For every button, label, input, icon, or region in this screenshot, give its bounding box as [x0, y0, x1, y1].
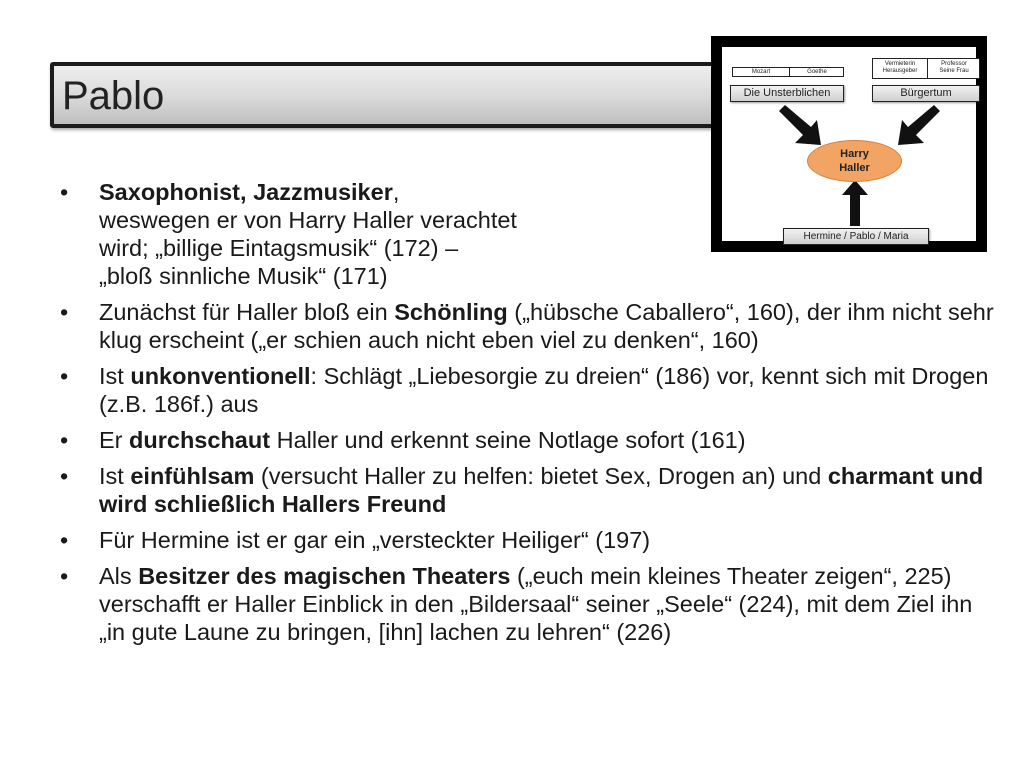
- bullet-theater-post: („euch mein kleines Theater zeigen“, 225) verschafft er Haller Einblick in den „Bildersaal“ seiner „Seele“ (224), mit dem Ziel ihn „in gute Laune zu bringen, [ihn] lachen zu lehren“ (226): [99, 563, 973, 645]
- diagram-cell-vermieterin-line1: Vermieterin: [884, 61, 916, 67]
- bullet-durchschaut-post: Haller und erkennt seine Notlage sofort (161): [270, 427, 746, 453]
- bullet-einfuehlsam-pre: Ist: [99, 463, 131, 489]
- bullet-theater-pre: Als: [99, 563, 139, 589]
- title-bar: [50, 62, 726, 128]
- bullet-saxophonist-line4: „bloß sinnliche Musik“ (171): [99, 263, 388, 289]
- bullet-unkonventionell-post: : Schlägt „Liebesorgie zu dreien“ (186) vor, kennt sich mit Drogen (z.B. 186f.) aus: [99, 363, 989, 417]
- diagram-cell-vermieterin: [873, 59, 928, 78]
- bullet-unkonventionell-pre: Ist: [99, 363, 131, 389]
- diagram-cell-professor-line2: Seine Frau: [939, 68, 969, 74]
- diagram-center-harry-haller: [807, 140, 902, 182]
- bullet-schoenling-post: („hübsche Caballero“, 160), der ihm nicht sehr klug erscheint („er schien auch nicht eben viel zu denken“, 160): [99, 299, 994, 353]
- bullet-heiliger: [60, 526, 1004, 554]
- diagram-cell-professor-line1: Professor: [941, 61, 967, 67]
- bullet-saxophonist: [60, 178, 654, 290]
- bullet-einfuehlsam-bold: einfühlsam: [130, 463, 255, 489]
- diagram-cell-vermieterin-line2: Herausgeber: [882, 68, 918, 74]
- bullet-schoenling-pre: Zunächst für Haller bloß ein: [99, 299, 395, 325]
- bullet-einfuehlsam-post: (versucht Haller zu helfen: bietet Sex, Drogen an) und: [254, 463, 828, 489]
- diagram-header-hermine-pablo-maria: Hermine / Pablo / Maria: [783, 228, 929, 245]
- bullet-theater: [60, 562, 1004, 646]
- diagram-cell-goethe: Goethe: [807, 69, 827, 75]
- bullet-einfuehlsam-bold2: charmant und wird schließlich Hallers Freund: [99, 463, 984, 517]
- bullet-durchschaut: [60, 426, 1004, 454]
- diagram-center-line1: Harry: [840, 148, 869, 160]
- bullet-durchschaut-pre: Er: [99, 427, 130, 453]
- bullet-saxophonist-bold: Saxophonist, Jazzmusiker: [99, 179, 393, 205]
- bullet-schoenling-bold: Schönling: [394, 299, 508, 325]
- bullet-unkonventionell-bold: unkonventionell: [130, 363, 311, 389]
- bullet-saxophonist-line3: wird; „billige Eintagsmusik“ (172) –: [99, 235, 459, 261]
- bullet-list: [60, 178, 1004, 654]
- diagram-cell-professor: [927, 59, 981, 78]
- diagram-header-buergertum: Bürgertum: [872, 85, 980, 102]
- bullet-durchschaut-bold: durchschaut: [129, 427, 271, 453]
- diagram-cell-group-right: [872, 58, 980, 79]
- bullet-einfuehlsam: [60, 462, 1004, 518]
- diagram-cell-group-left: [732, 67, 844, 77]
- arrow-down-right-icon: [777, 105, 827, 149]
- diagram-header-unsterblichen: Die Unsterblichen: [730, 85, 844, 102]
- diagram-cell-mozart: Mozart: [733, 68, 790, 76]
- bullet-saxophonist-comma: ,: [392, 179, 400, 205]
- bullet-schoenling: [60, 298, 1004, 354]
- bullet-heiliger-text: Für Hermine ist er gar ein „versteckter Heiliger“ (197): [99, 527, 651, 553]
- arrow-down-left-icon: [892, 105, 942, 149]
- diagram-center-line2: Haller: [839, 162, 870, 174]
- bullet-saxophonist-line2: weswegen er von Harry Haller verachtet: [99, 207, 517, 233]
- slide-title: Pablo: [62, 74, 165, 118]
- bullet-saxophonist-line1: [99, 178, 654, 206]
- bullet-theater-bold: Besitzer des magischen Theaters: [138, 563, 511, 589]
- bullet-unkonventionell: [60, 362, 1004, 418]
